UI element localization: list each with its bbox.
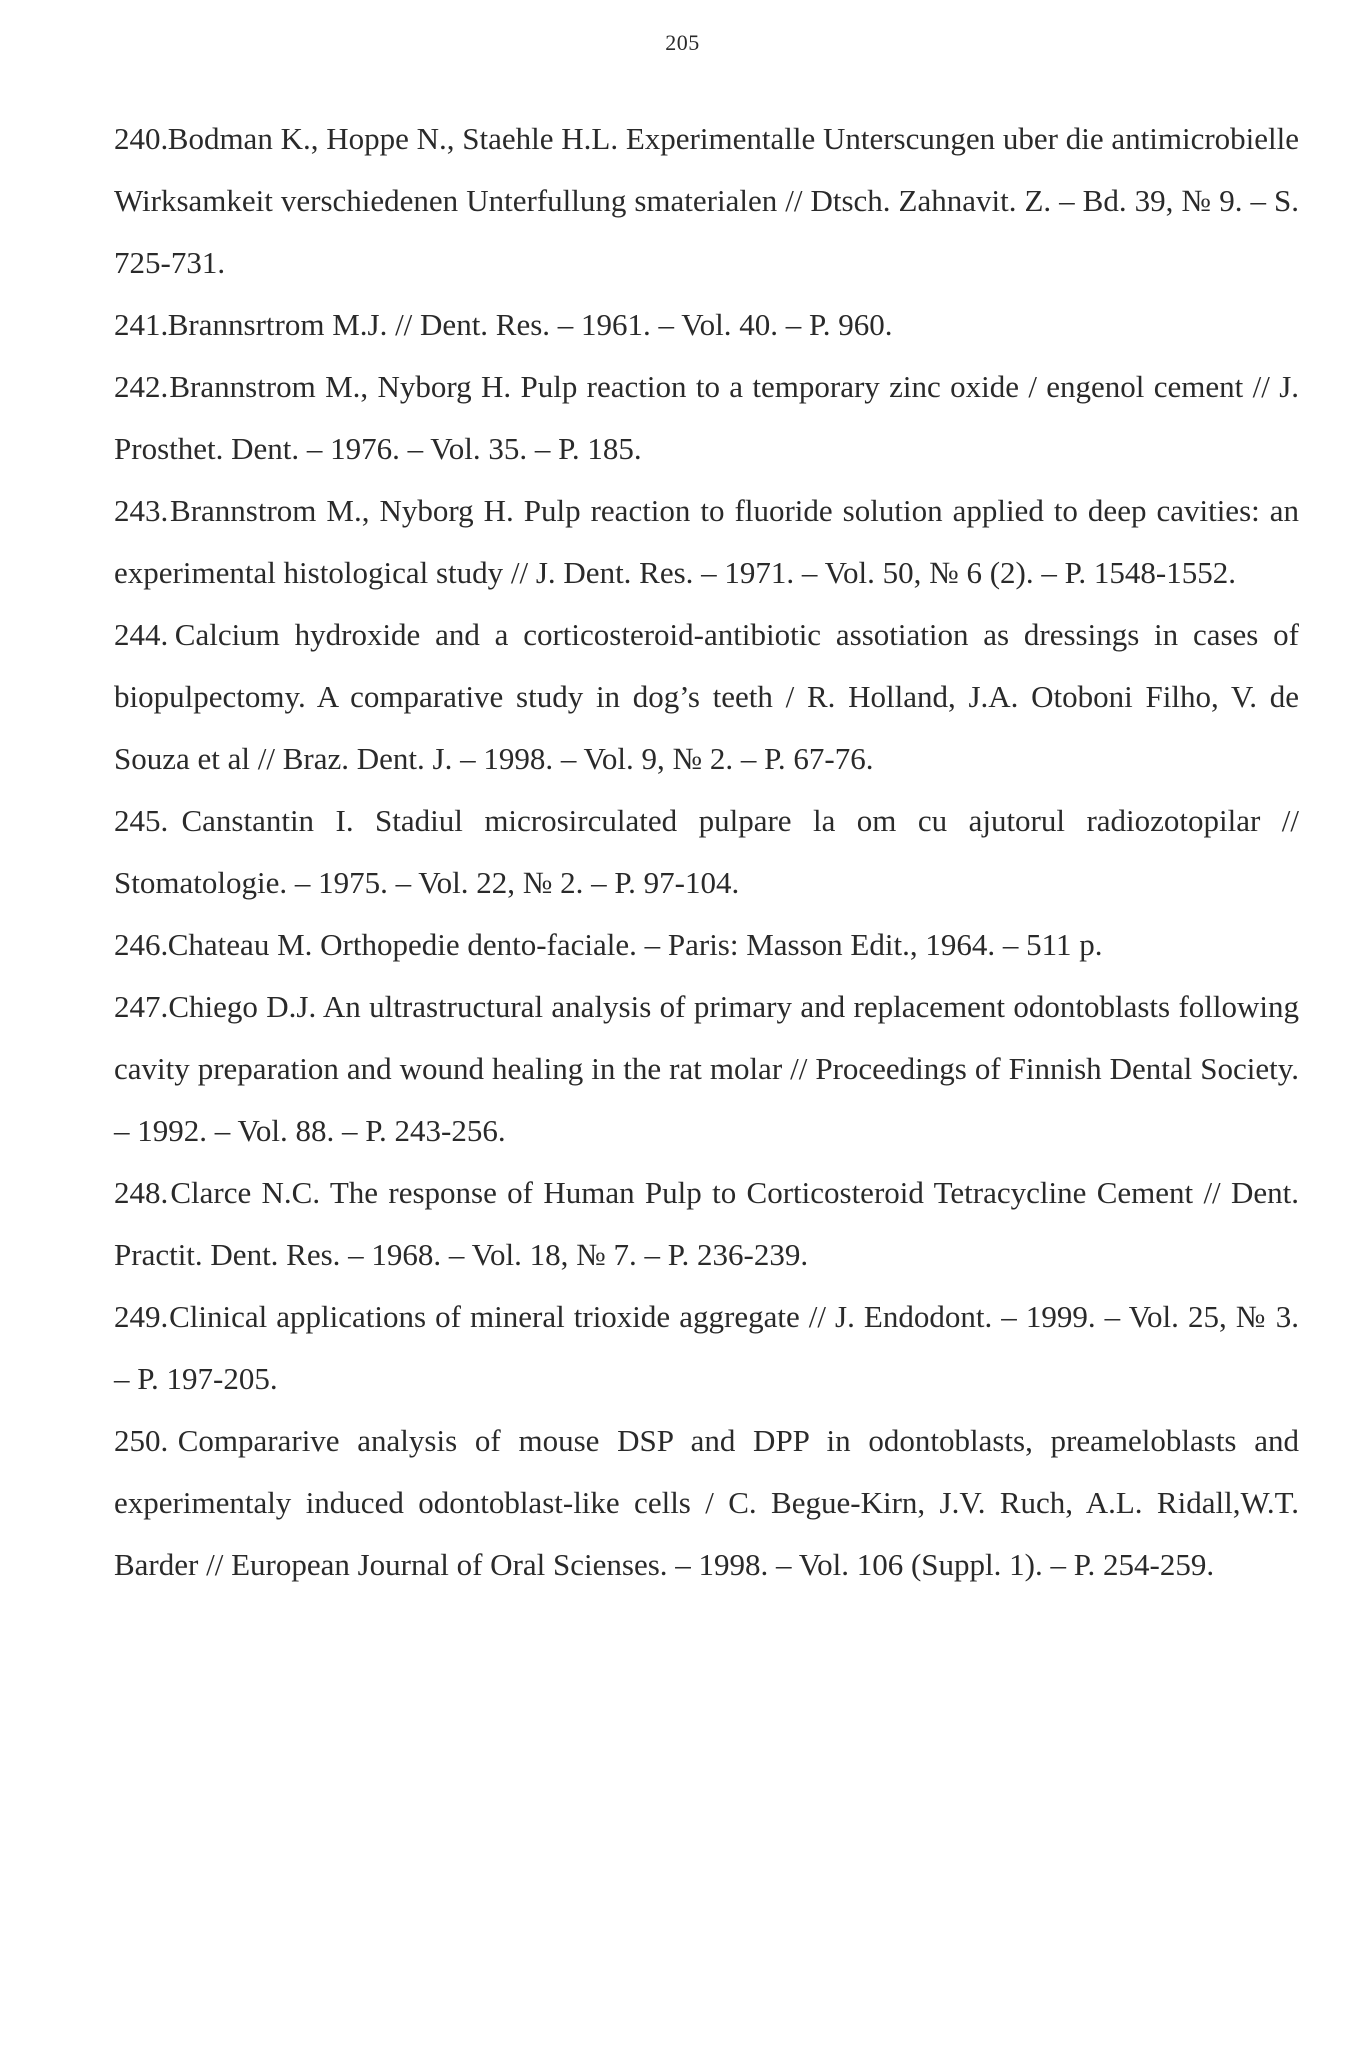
reference-number: 241. (114, 307, 169, 342)
reference-number: 240. (114, 121, 169, 156)
reference-item (114, 604, 1299, 790)
reference-number: 249. (114, 1299, 169, 1334)
reference-item (114, 294, 1299, 356)
reference-text: Calcium hydroxide and a corticosteroid-antibiotic assotiation as dressings in cases of biopulpectomy. A comparative study in dog’s teeth / R. Holland, J.A. Otoboni Filho, V. de Souza et al // Braz. Dent. J. – 1998. – Vol. 9, № 2. – P. 67-76. (114, 617, 1299, 776)
reference-number: 250. (114, 1423, 169, 1458)
reference-text: Brannstrom M., Nyborg H. Pulp reaction to a temporary zinc oxide / engenol cement // J. Prosthet. Dent. – 1976. – Vol. 35. – P. 185. (114, 369, 1300, 466)
reference-item (114, 1286, 1299, 1410)
reference-number: 244. (114, 617, 169, 652)
reference-item (114, 914, 1299, 976)
reference-item (114, 1410, 1299, 1596)
reference-text: Canstantin I. Stadiul microsirculated pulpare la om cu ajutorul radiozotopilar // Stomatologie. – 1975. – Vol. 22, № 2. – P. 97-104. (114, 803, 1299, 900)
reference-number: 245. (114, 803, 169, 838)
reference-list (114, 108, 1299, 1596)
reference-item (114, 108, 1299, 294)
reference-number: 242. (114, 369, 169, 404)
reference-item (114, 976, 1299, 1162)
reference-number: 247. (114, 989, 169, 1024)
reference-text: Compararive analysis of mouse DSP and DPP in odontoblasts, preameloblasts and experimentaly induced odontoblast-like cells / C. Begue-Kirn, J.V. Ruch, A.L. Ridall,W.T. Barder // European Journal of Oral Scienses. – 1998. – Vol. 106 (Suppl. 1). – P. 254-259. (114, 1423, 1299, 1582)
reference-text: Chateau M. Orthopedie dento-faciale. – Paris: Masson Edit., 1964. – 511 p. (167, 927, 1103, 962)
reference-item (114, 356, 1299, 480)
reference-number: 243. (114, 493, 169, 528)
reference-item (114, 480, 1299, 604)
reference-text: Clinical applications of mineral trioxide aggregate // J. Endodont. – 1999. – Vol. 25, № 3. – P. 197-205. (114, 1299, 1299, 1396)
reference-text: Bodman K., Hoppe N., Staehle H.L. Experimentalle Unterscungen uber die antimicrobielle Wirksamkeit verschiedenen Unterfullung smaterialen // Dtsch. Zahnavit. Z. – Bd. 39, № 9. – S. 725-731. (114, 121, 1300, 280)
reference-text: Brannstrom M., Nyborg H. Pulp reaction to fluoride solution applied to deep cavities: an experimental histological study // J. Dent. Res. – 1971. – Vol. 50, № 6 (2). – P. 1548-1552. (114, 493, 1300, 590)
reference-text: Brannsrtrom M.J. // Dent. Res. – 1961. – Vol. 40. – P. 960. (167, 307, 893, 342)
page-number: 205 (665, 30, 700, 55)
reference-item (114, 1162, 1299, 1286)
reference-number: 248. (114, 1175, 169, 1210)
reference-number: 246. (114, 927, 169, 962)
reference-text: Chiego D.J. An ultrastructural analysis of primary and replacement odontoblasts following cavity preparation and wound healing in the rat molar // Proceedings of Finnish Dental Society. – 1992. – Vol. 88. – P. 243-256. (114, 989, 1299, 1148)
reference-item (114, 790, 1299, 914)
reference-text: Clarce N.C. The response of Human Pulp to Corticosteroid Tetracycline Cement // Dent. Practit. Dent. Res. – 1968. – Vol. 18, № 7. – P. 236-239. (114, 1175, 1299, 1272)
